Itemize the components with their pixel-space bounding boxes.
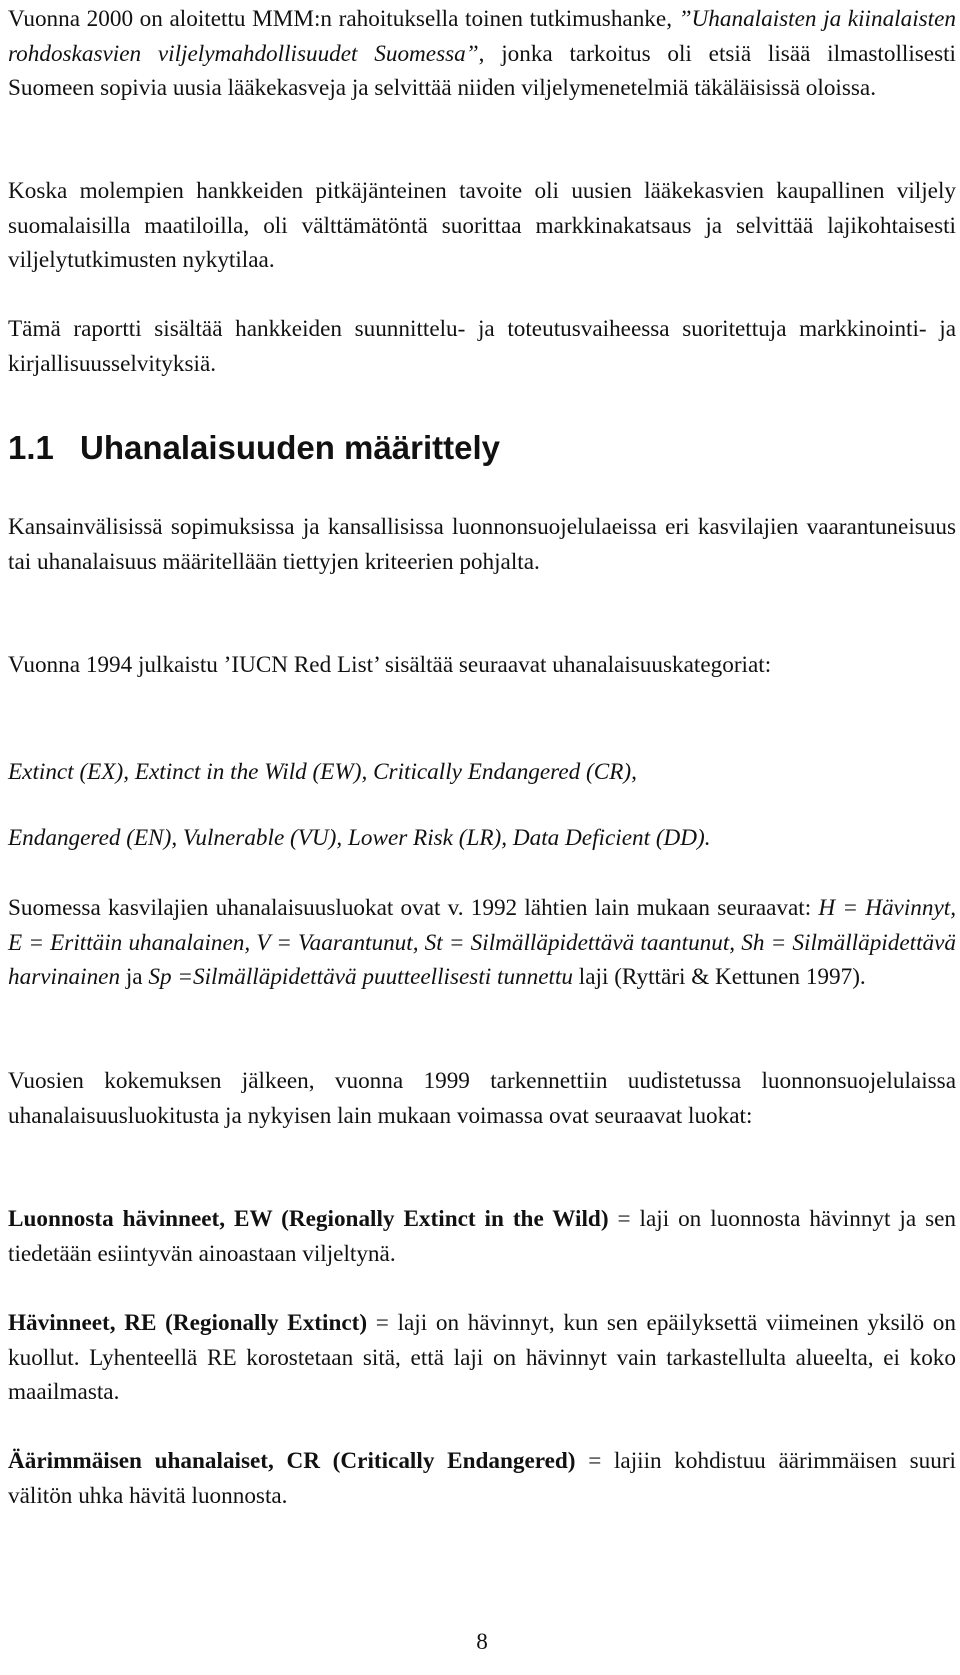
page-number: 8 [476, 1629, 488, 1655]
paragraph-finnish-classes [8, 891, 956, 995]
definition-cr-text: = lajiin kohdistuu äärimmäisen suuri välitön uhka hävitä luonnosta. [8, 1448, 956, 1509]
paragraph-1999-law: Vuosien kokemuksen jälkeen, vuonna 1999 tarkennettiin uudistetussa luonnonsuojelulaissa uhanalaisuusluokitusta ja nykyisen lain mukaan voimassa ovat seuraavat luokat: [8, 1068, 956, 1129]
paragraph-report-content: Tämä raportti sisältää hankkeiden suunnittelu- ja toteutusvaiheessa suoritettuja markkinointi- ja kirjallisuusselvityksiä. [8, 316, 956, 377]
definition-ew [8, 1202, 956, 1271]
definition-re-term: Hävinneet, RE (Regionally Extinct) [8, 1310, 368, 1336]
paragraph-goal: Koska molempien hankkeiden pitkäjänteinen tavoite oli uusien lääkekasvien kaupallinen viljely suomalaisilla maatiloilla, oli välttämätöntä suorittaa markkinakatsaus ja selvittää lajikohtaisesti viljelytutkimusten nykytilaa. [8, 178, 956, 274]
p1-text: Vuonna 2000 on aloitettu MMM:n rahoituksella toinen tutkimushanke, [8, 6, 672, 32]
iucn-categories-line-2: Endangered (EN), Vulnerable (VU), Lower Risk (LR), Data Deficient (DD). [8, 825, 711, 851]
p8-class-sp: Sp =Silmälläpidettävä puutteellisesti tunnettu [148, 964, 573, 991]
definition-cr [8, 1444, 956, 1513]
section-number: 1.1 [8, 429, 54, 466]
section-title: Uhanalaisuuden määrittely [80, 429, 500, 466]
iucn-categories-line-1: Extinct (EX), Extinct in the Wild (EW), Critically Endangered (CR), [8, 759, 637, 785]
p8-conjunction: ja [120, 964, 149, 991]
definition-ew-text: = laji on luonnosta hävinnyt ja sen tiedetään esiintyvän ainoastaan viljeltynä. [8, 1206, 957, 1267]
section-heading [8, 428, 500, 468]
p8-classes: H = Hävinnyt, E = Erittäin uhanalainen, V = Vaarantunut, St = Silmälläpidettävä taantunut, Sh = Silmälläpidettävä harvinainen [8, 895, 956, 991]
definition-cr-term: Äärimmäisen uhanalaiset, CR (Critically Endangered) [8, 1448, 576, 1474]
paragraph-criteria: Kansainvälisissä sopimuksissa ja kansallisissa luonnonsuojelulaeissa eri kasvilajien vaarantuneisuus tai uhanalaisuus määritellään tiettyjen kriteerien pohjalta. [8, 514, 956, 575]
p8-citation: laji (Ryttäri & Kettunen 1997). [573, 964, 866, 991]
paragraph-iucn: Vuonna 1994 julkaistu ’IUCN Red List’ sisältää seuraavat uhanalaisuuskategoriat: [8, 652, 772, 678]
p1-project-title: ”Uhanalaisten ja kiinalaisten rohdoskasvien viljelymahdollisuudet Suomessa” [8, 6, 956, 67]
p1-text-continued: , jonka tarkoitus oli etsiä lisää ilmastollisesti Suomeen sopivia uusia lääkekasveja ja selvittää niiden viljelymenetelmiä täkäläisissä oloissa. [8, 40, 956, 102]
definition-re-text: = laji on hävinnyt, kun sen epäilyksettä viimeinen yksilö on kuollut. Lyhenteellä RE korostetaan sitä, että laji on hävinnyt vain tarkastellulta alueelta, ei koko maailmasta. [8, 1310, 956, 1406]
definition-re [8, 1306, 956, 1410]
definition-ew-term: Luonnosta hävinneet, EW (Regionally Extinct in the Wild) [8, 1206, 609, 1232]
intro-paragraph-project [8, 2, 956, 106]
p8-text: Suomessa kasvilajien uhanalaisuusluokat ovat v. 1992 lähtien lain mukaan seuraavat: [8, 895, 819, 921]
